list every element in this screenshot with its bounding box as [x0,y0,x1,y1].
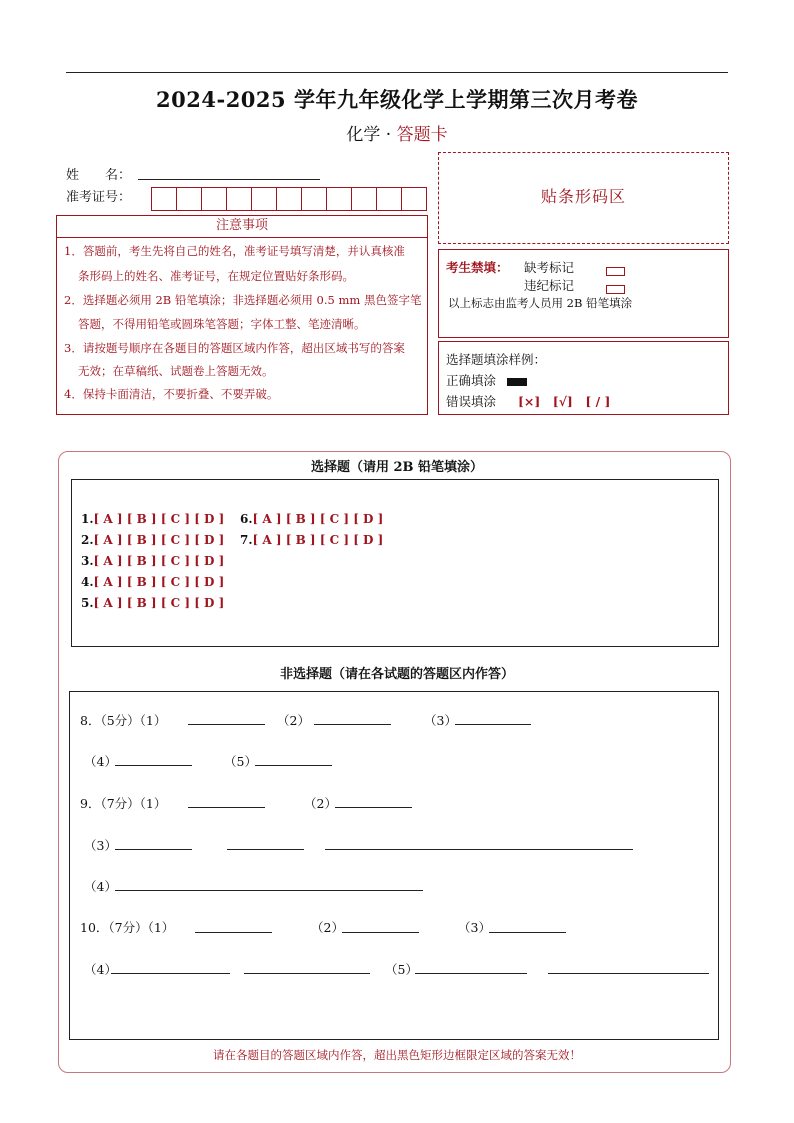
answer-line[interactable] [255,765,332,766]
correct-fill-label: 正确填涂 [446,373,497,388]
correct-fill-mark [507,371,527,390]
answer-line[interactable] [115,849,192,850]
choice-section-title: 选择题（请用 2B 铅笔填涂） [310,460,484,475]
id-digit-box[interactable] [276,187,302,211]
answer-line[interactable] [415,973,527,974]
choice-question-7[interactable]: 7.[ A ] [ B ] [ C ] [ D ] [240,533,384,547]
id-digit-box[interactable] [326,187,352,211]
exam-id-boxes[interactable] [151,187,426,211]
q10-part4-label: （4） [84,962,117,977]
id-digit-box[interactable] [176,187,202,211]
answer-line[interactable] [195,932,272,933]
choice-question-2[interactable]: 2.[ A ] [ B ] [ C ] [ D ] [81,533,225,547]
notice-line: 无效；在草稿纸、试题卷上答题无效。 [78,364,274,378]
choice-question-6[interactable]: 6.[ A ] [ B ] [ C ] [ D ] [240,512,384,526]
choice-question-1[interactable]: 1.[ A ] [ B ] [ C ] [ D ] [81,512,225,526]
notice-line: 条形码上的姓名、准考证号，在规定位置贴好条形码。 [78,269,354,283]
name-label: 姓 名： [66,168,132,183]
top-rule [66,72,728,73]
absent-mark[interactable] [606,261,625,280]
q8-part4-label: （4） [84,754,117,769]
q9-part3-label: （3） [84,838,117,853]
wrong-fill-label: 错误填涂 [446,394,497,409]
name-field[interactable] [138,179,320,180]
id-digit-box[interactable] [351,187,377,211]
violation-label: 违纪标记 [524,278,575,293]
q10-part5-label: （5） [385,962,418,977]
open-answer-box [69,691,719,1040]
notice-line: 答题，不得用铅笔或圆珠笔答题；字体工整、笔迹清晰。 [78,317,366,331]
fill-example-title: 选择题填涂样例： [446,352,547,367]
notice-line: 2．选择题必须用 2B 铅笔填涂；非选择题必须用 0.5 mm 黑色签字笔 [64,293,422,307]
answer-line[interactable] [227,849,304,850]
choice-question-3[interactable]: 3.[ A ] [ B ] [ C ] [ D ] [81,554,225,568]
q8-part3-label: （3） [424,713,457,728]
exam-title: 2024-2025 学年九年级化学上学期第三次月考卷 [156,87,638,112]
id-digit-box[interactable] [301,187,327,211]
forbid-note: 以上标志由监考人员用 2B 铅笔填涂 [448,296,633,310]
answer-line[interactable] [455,724,531,725]
choice-question-4[interactable]: 4.[ A ] [ B ] [ C ] [ D ] [81,575,225,589]
id-label: 准考证号： [66,190,132,205]
barcode-label: 贴条形码区 [540,187,626,206]
notice-line: 1．答题前，考生先将自己的姓名，准考证号填写清楚，并认真核准 [64,244,405,258]
forbid-label: 考生禁填： [446,260,509,275]
q10-part2-label: （2） [311,920,344,935]
id-digit-box[interactable] [201,187,227,211]
answer-line[interactable] [111,973,230,974]
choice-question-5[interactable]: 5.[ A ] [ B ] [ C ] [ D ] [81,596,225,610]
q8-part2-label: （2） [277,713,310,728]
exam-subtitle [0,120,794,145]
notice-line: 4．保持卡面清洁，不要折叠、不要弄破。 [64,387,279,401]
answer-line[interactable] [115,890,423,891]
q10-label: 10．（7分）（1） [80,920,175,935]
notice-line: 3．请按题号顺序在各题目的答题区域内作答，超出区域书写的答案 [64,341,405,355]
absent-label: 缺考标记 [524,260,575,275]
id-digit-box[interactable] [401,187,427,211]
answer-line[interactable] [325,849,633,850]
notice-title: 注意事项 [56,215,428,238]
answer-line[interactable] [188,807,265,808]
id-digit-box[interactable] [376,187,402,211]
answer-line[interactable] [314,724,391,725]
answer-card-label: 答题卡 [396,125,448,145]
q8-part5-label: （5） [224,754,257,769]
footer-warning: 请在各题目的答题区域内作答，超出黑色矩形边框限定区域的答案无效！ [213,1048,581,1062]
open-section-title: 非选择题（请在各试题的答题区内作答） [279,667,514,682]
id-digit-box[interactable] [226,187,252,211]
subject-label: 化学 · [346,125,397,145]
answer-line[interactable] [335,807,412,808]
id-digit-box[interactable] [251,187,277,211]
q9-part4-label: （4） [84,879,117,894]
answer-line[interactable] [244,973,370,974]
q10-part3-label: （3） [458,920,491,935]
q8-label: 8．（5分）（1） [80,713,167,728]
id-digit-box[interactable] [151,187,177,211]
q9-part2-label: （2） [304,796,337,811]
answer-line[interactable] [548,973,709,974]
answer-line[interactable] [188,724,265,725]
wrong-fill-marks: [×] [√] [ / ] [518,394,611,409]
answer-line[interactable] [115,765,192,766]
answer-line[interactable] [342,932,419,933]
q9-label: 9．（7分）（1） [80,796,167,811]
answer-line[interactable] [489,932,566,933]
